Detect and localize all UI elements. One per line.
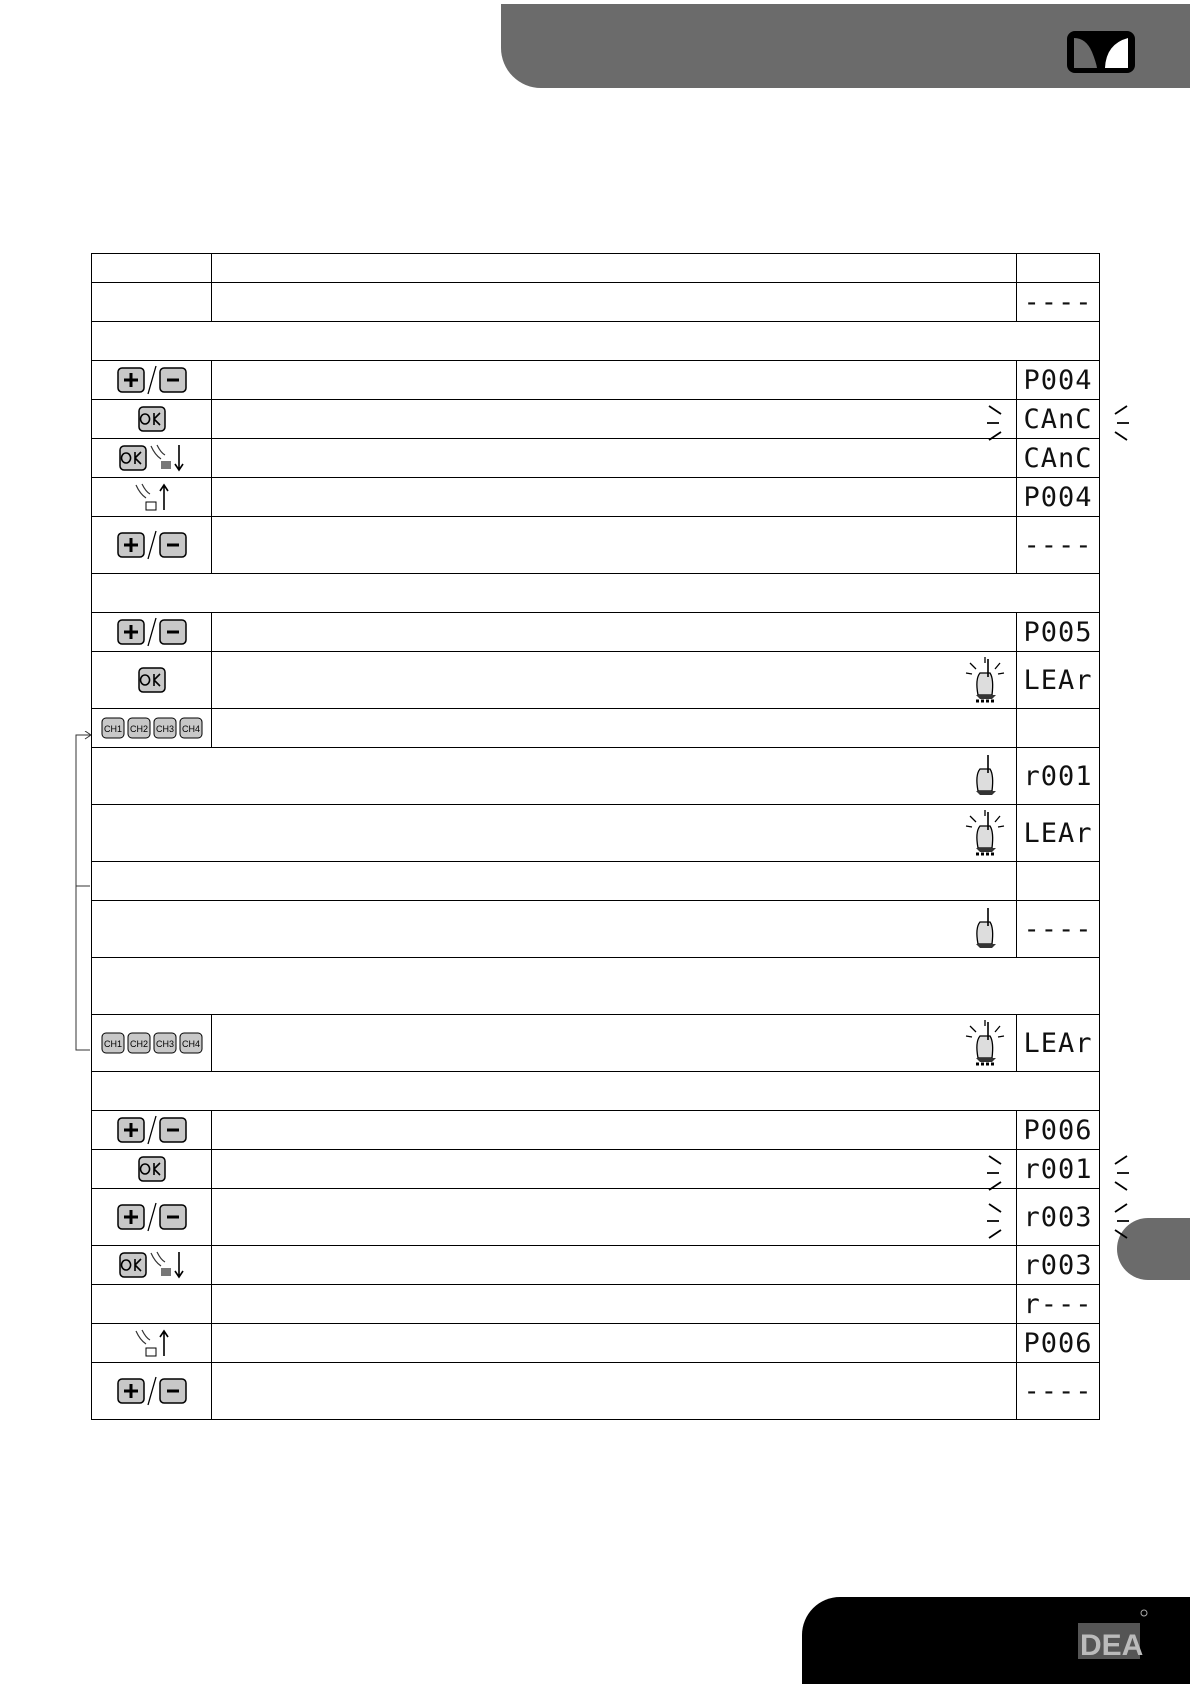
table-row xyxy=(92,574,1100,613)
slash-separator xyxy=(146,365,158,395)
step-description xyxy=(92,862,1017,901)
blink-indicator-icon xyxy=(1103,402,1131,444)
section-header xyxy=(92,574,1100,613)
step-description xyxy=(212,1246,1017,1285)
plus-icon xyxy=(117,1117,145,1143)
lcd-display-value: ---- xyxy=(1023,1375,1093,1407)
step-description xyxy=(212,652,1017,709)
blink-indicator-icon xyxy=(985,1200,1013,1242)
minus-icon xyxy=(159,367,187,393)
lcd-display-value: ---- xyxy=(1023,286,1093,318)
table-row xyxy=(92,709,1100,748)
display-cell xyxy=(1017,439,1100,478)
minus-icon xyxy=(159,1117,187,1143)
svg-text:CH1: CH1 xyxy=(103,724,122,734)
minus-icon xyxy=(159,619,187,645)
step-description xyxy=(212,283,1017,322)
hand-release-up-icon xyxy=(134,1328,170,1358)
ch2-icon xyxy=(127,1032,151,1054)
key-cell xyxy=(92,283,212,322)
lamp-icon xyxy=(962,904,1008,954)
lcd-display-value: r001 xyxy=(1023,760,1093,792)
ch3-icon xyxy=(153,1032,177,1054)
section-header xyxy=(92,1072,1100,1111)
step-description xyxy=(212,517,1017,574)
ch2-icon xyxy=(127,717,151,739)
display-cell xyxy=(1017,1150,1100,1189)
slash-separator xyxy=(146,530,158,560)
table-row xyxy=(92,958,1100,1015)
table-row xyxy=(92,254,1100,283)
step-description xyxy=(212,1015,1017,1072)
blink-indicator-icon xyxy=(985,402,1013,444)
table-row xyxy=(92,1072,1100,1111)
key-cell xyxy=(92,709,212,748)
table-row xyxy=(92,748,1100,805)
svg-text:CH4: CH4 xyxy=(181,724,200,734)
slash-separator xyxy=(146,1376,158,1406)
table-row xyxy=(92,1324,1100,1363)
key-cell xyxy=(92,1150,212,1189)
lcd-display-value: P005 xyxy=(1023,616,1093,648)
lcd-display-value: ---- xyxy=(1023,913,1093,945)
section-header xyxy=(92,322,1100,361)
flashing-lamp-icon xyxy=(962,1018,1008,1068)
hand-press-down-icon xyxy=(149,443,185,473)
key-cell xyxy=(92,361,212,400)
display-cell xyxy=(1017,1111,1100,1150)
table-row xyxy=(92,805,1100,862)
table-row xyxy=(92,1189,1100,1246)
step-description xyxy=(212,1363,1017,1420)
ch1-icon xyxy=(101,1032,125,1054)
table-row xyxy=(92,1363,1100,1420)
plus-icon xyxy=(117,1378,145,1404)
svg-text:CH1: CH1 xyxy=(103,1039,122,1049)
plus-icon xyxy=(117,1204,145,1230)
table-row xyxy=(92,1285,1100,1324)
ch3-icon xyxy=(153,717,177,739)
blink-indicator-icon xyxy=(1103,1200,1131,1242)
display-cell xyxy=(1017,361,1100,400)
plus-icon xyxy=(117,532,145,558)
brand-text: DEA xyxy=(1080,1629,1144,1662)
loop-bracket xyxy=(72,731,92,1054)
ok-icon xyxy=(138,406,166,432)
procedure-table xyxy=(91,253,1100,1420)
display-cell xyxy=(1017,478,1100,517)
table-row xyxy=(92,361,1100,400)
lcd-display-value: P006 xyxy=(1023,1327,1093,1359)
lcd-display-value: LEAr xyxy=(1023,664,1093,696)
table-row xyxy=(92,1111,1100,1150)
hand-release-up-icon xyxy=(134,482,170,512)
slash-separator xyxy=(146,1202,158,1232)
step-description xyxy=(212,1324,1017,1363)
svg-text:CH4: CH4 xyxy=(181,1039,200,1049)
table-row xyxy=(92,439,1100,478)
ok-icon xyxy=(119,445,147,471)
plus-icon xyxy=(117,619,145,645)
lcd-display-value: r003 xyxy=(1023,1249,1093,1281)
minus-icon xyxy=(159,1378,187,1404)
ok-icon xyxy=(138,1156,166,1182)
table-row xyxy=(92,1150,1100,1189)
display-cell xyxy=(1017,1189,1100,1246)
lcd-display-value: ---- xyxy=(1023,529,1093,561)
lcd-display-value: LEAr xyxy=(1023,817,1093,849)
ch4-icon xyxy=(179,717,203,739)
lamp-icon xyxy=(962,751,1008,801)
hand-press-down-icon xyxy=(149,1250,185,1280)
ok-icon xyxy=(138,667,166,693)
step-description xyxy=(212,613,1017,652)
table-row xyxy=(92,862,1100,901)
step-description xyxy=(212,709,1017,748)
display-cell xyxy=(1017,400,1100,439)
dea-quadrant-logo-icon xyxy=(1066,30,1136,74)
svg-text:CH2: CH2 xyxy=(129,1039,148,1049)
display-cell xyxy=(1017,748,1100,805)
display-cell xyxy=(1017,1285,1100,1324)
step-description xyxy=(212,1189,1017,1246)
lcd-display-value: P006 xyxy=(1023,1114,1093,1146)
footer-block xyxy=(802,1597,1190,1684)
lcd-display-value: r--- xyxy=(1023,1288,1093,1320)
key-cell xyxy=(92,400,212,439)
key-cell xyxy=(92,478,212,517)
blink-indicator-icon xyxy=(985,1152,1013,1194)
key-cell xyxy=(92,1015,212,1072)
step-description xyxy=(212,1111,1017,1150)
display-cell xyxy=(1017,709,1100,748)
step-description xyxy=(212,361,1017,400)
lcd-display-value: P004 xyxy=(1023,481,1093,513)
table-row xyxy=(92,901,1100,958)
table-row xyxy=(92,1015,1100,1072)
lcd-display-value: CAnC xyxy=(1023,442,1093,474)
svg-text:CH2: CH2 xyxy=(129,724,148,734)
step-description xyxy=(212,478,1017,517)
header-tab xyxy=(501,4,1190,88)
dea-logo xyxy=(1072,1607,1152,1667)
step-description xyxy=(212,1150,1017,1189)
lcd-display-value: r003 xyxy=(1023,1201,1093,1233)
table-row xyxy=(92,652,1100,709)
step-description xyxy=(92,901,1017,958)
svg-text:CH3: CH3 xyxy=(155,724,174,734)
lcd-display-value: CAnC xyxy=(1023,403,1093,435)
display-cell xyxy=(1017,1246,1100,1285)
display-cell xyxy=(1017,901,1100,958)
display-header xyxy=(1017,254,1100,283)
display-cell xyxy=(1017,652,1100,709)
display-cell xyxy=(1017,1363,1100,1420)
flashing-lamp-icon xyxy=(962,808,1008,858)
blink-indicator-icon xyxy=(1103,1152,1131,1194)
table-row xyxy=(92,1246,1100,1285)
key-cell xyxy=(92,439,212,478)
ch4-icon xyxy=(179,1032,203,1054)
display-cell xyxy=(1017,1015,1100,1072)
key-cell xyxy=(92,1111,212,1150)
slash-separator xyxy=(146,1115,158,1145)
lcd-display-value: P004 xyxy=(1023,364,1093,396)
step-description xyxy=(212,439,1017,478)
display-cell xyxy=(1017,283,1100,322)
key-cell xyxy=(92,652,212,709)
flashing-lamp-icon xyxy=(962,655,1008,705)
table-row xyxy=(92,517,1100,574)
display-cell xyxy=(1017,862,1100,901)
table-row xyxy=(92,478,1100,517)
display-cell xyxy=(1017,1324,1100,1363)
lcd-display-value: r001 xyxy=(1023,1153,1093,1185)
display-cell xyxy=(1017,805,1100,862)
table-row xyxy=(92,400,1100,439)
plus-icon xyxy=(117,367,145,393)
minus-icon xyxy=(159,1204,187,1230)
key-cell xyxy=(92,254,212,283)
table-row xyxy=(92,613,1100,652)
key-cell xyxy=(92,517,212,574)
key-cell xyxy=(92,1363,212,1420)
section-header xyxy=(92,958,1100,1015)
key-cell xyxy=(92,1246,212,1285)
key-cell xyxy=(92,1285,212,1324)
key-cell xyxy=(92,1189,212,1246)
ok-icon xyxy=(119,1252,147,1278)
table-row xyxy=(92,322,1100,361)
step-description xyxy=(212,400,1017,439)
slash-separator xyxy=(146,617,158,647)
step-description xyxy=(212,254,1017,283)
step-description xyxy=(212,1285,1017,1324)
step-description xyxy=(92,748,1017,805)
svg-text:CH3: CH3 xyxy=(155,1039,174,1049)
ch1-icon xyxy=(101,717,125,739)
table-row xyxy=(92,283,1100,322)
key-cell xyxy=(92,1324,212,1363)
minus-icon xyxy=(159,532,187,558)
key-cell xyxy=(92,613,212,652)
display-cell xyxy=(1017,517,1100,574)
display-cell xyxy=(1017,613,1100,652)
step-description xyxy=(92,805,1017,862)
lcd-display-value: LEAr xyxy=(1023,1027,1093,1059)
